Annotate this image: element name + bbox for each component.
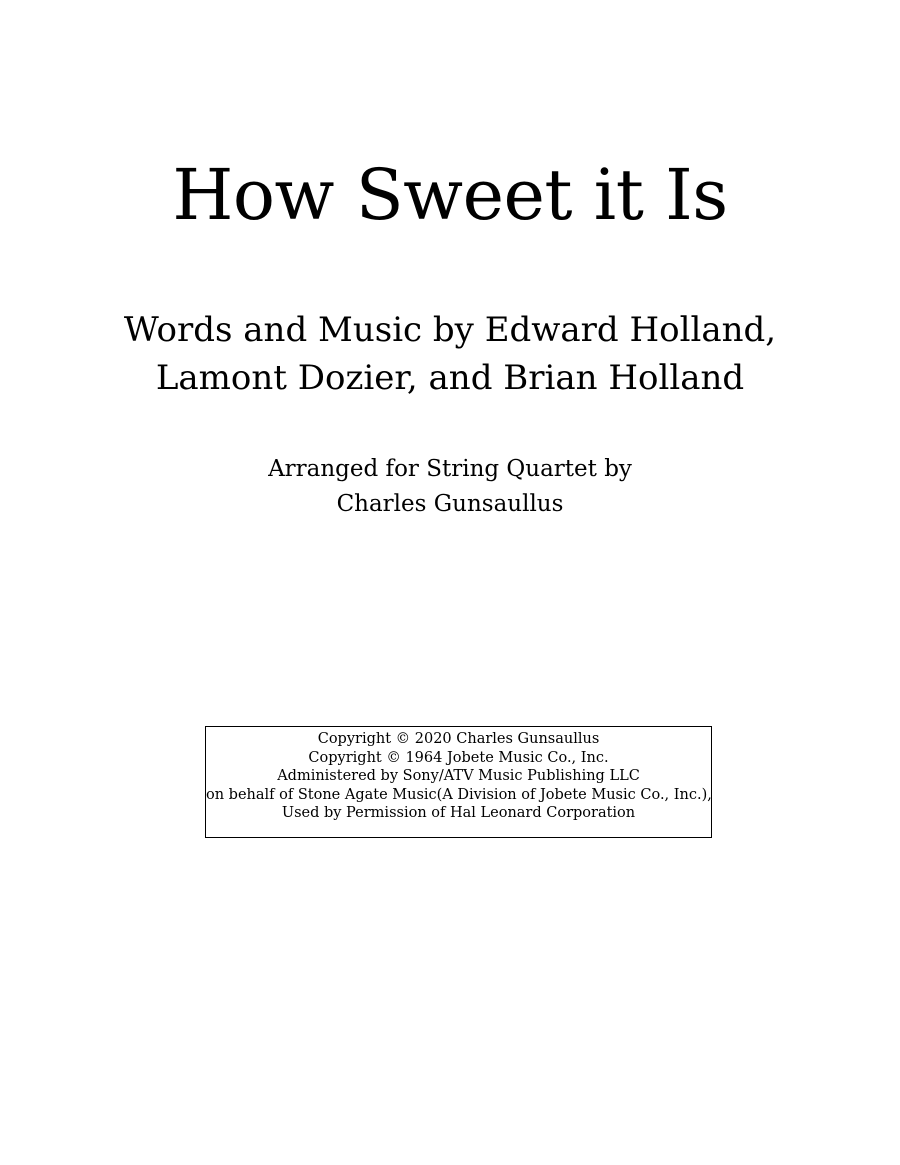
copyright-line: Copyright © 1964 Jobete Music Co., Inc. <box>308 749 609 766</box>
copyright-line: on behalf of Stone Agate Music(A Division of Jobete Music Co., Inc.), <box>206 786 712 803</box>
composer-credits-line-1: Words and Music by Edward Holland, <box>123 310 777 350</box>
copyright-line: Copyright © 2020 Charles Gunsaullus <box>317 731 600 747</box>
copyright-notice-box <box>205 726 712 838</box>
copyright-line: Used by Permission of Hal Leonard Corporation <box>281 805 636 821</box>
arranger-name: Charles Gunsaullus <box>336 491 564 517</box>
arranger-credits <box>0 452 900 522</box>
composer-credits <box>0 306 900 402</box>
arranger-credits-line-1: Arranged for String Quartet by <box>268 456 632 482</box>
copyright-line: Administered by Sony/ATV Music Publishing LLC <box>277 768 640 784</box>
composer-credits-line-2: Lamont Dozier, and Brian Holland <box>155 358 745 398</box>
page-title: How Sweet it Is <box>172 154 728 236</box>
